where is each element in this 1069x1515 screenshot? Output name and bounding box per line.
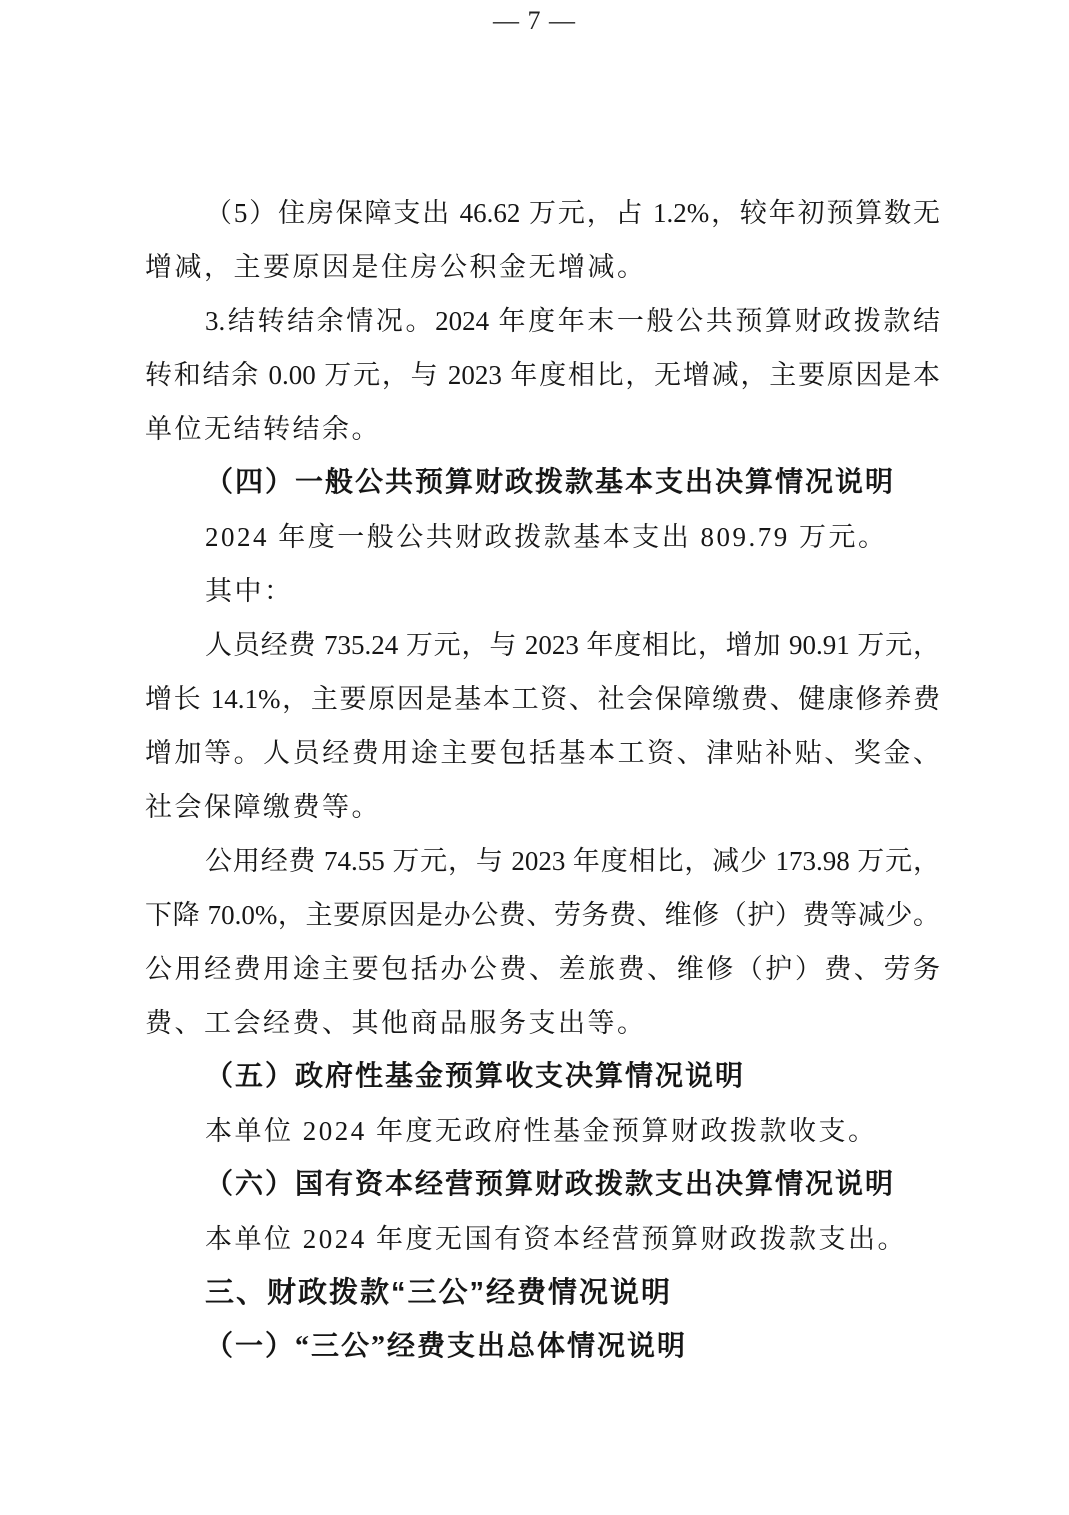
body-text-line: 下降 70.0%，主要原因是办公费、劳务费、维修（护）费等减少。 [145, 900, 940, 930]
body-text-line: （5）住房保障支出 46.62 万元，占 1.2%，较年初预算数无 [205, 198, 940, 228]
body-text-line: 本单位 2024 年度无国有资本经营预算财政拨款支出。 [205, 1224, 907, 1254]
body-text-line: 转和结余 0.00 万元，与 2023 年度相比，无增减，主要原因是本 [145, 360, 940, 390]
body-text-line: 公用经费 74.55 万元，与 2023 年度相比，减少 173.98 万元， [205, 846, 940, 876]
chapter-heading: 三、财政拨款“三公”经费情况说明 [205, 1277, 673, 1309]
body-text-line: 增加等。人员经费用途主要包括基本工资、津贴补贴、奖金、 [145, 738, 940, 768]
body-text-line: 增减，主要原因是住房公积金无增减。 [145, 252, 647, 282]
body-text-line: 本单位 2024 年度无政府性基金预算财政拨款收支。 [205, 1116, 878, 1146]
body-text-line: 公用经费用途主要包括办公费、差旅费、维修（护）费、劳务 [145, 954, 940, 984]
section-heading: （四）一般公共预算财政拨款基本支出决算情况说明 [205, 467, 896, 498]
body-text-line: 人员经费 735.24 万元，与 2023 年度相比，增加 90.91 万元， [205, 630, 940, 660]
body-text-line: 2024 年度一般公共财政拨款基本支出 809.79 万元。 [205, 522, 888, 552]
section-heading: （五）政府性基金预算收支决算情况说明 [205, 1061, 746, 1092]
body-text-line: 单位无结转结余。 [145, 414, 381, 444]
body-text-line: 3.结转结余情况。2024 年度年末一般公共预算财政拨款结 [205, 306, 940, 336]
section-heading: （六）国有资本经营预算财政拨款支出决算情况说明 [205, 1169, 896, 1200]
body-text-line: 费、工会经费、其他商品服务支出等。 [145, 1008, 647, 1038]
section-heading: （一）“三公”经费支出总体情况说明 [205, 1331, 688, 1362]
body-text-line: 增长 14.1%，主要原因是基本工资、社会保障缴费、健康修养费 [145, 684, 940, 714]
body-text-line: 社会保障缴费等。 [145, 792, 381, 822]
page-number: — 7 — [493, 6, 576, 35]
document-body [145, 186, 940, 1374]
body-text-line: 其中： [205, 576, 294, 606]
